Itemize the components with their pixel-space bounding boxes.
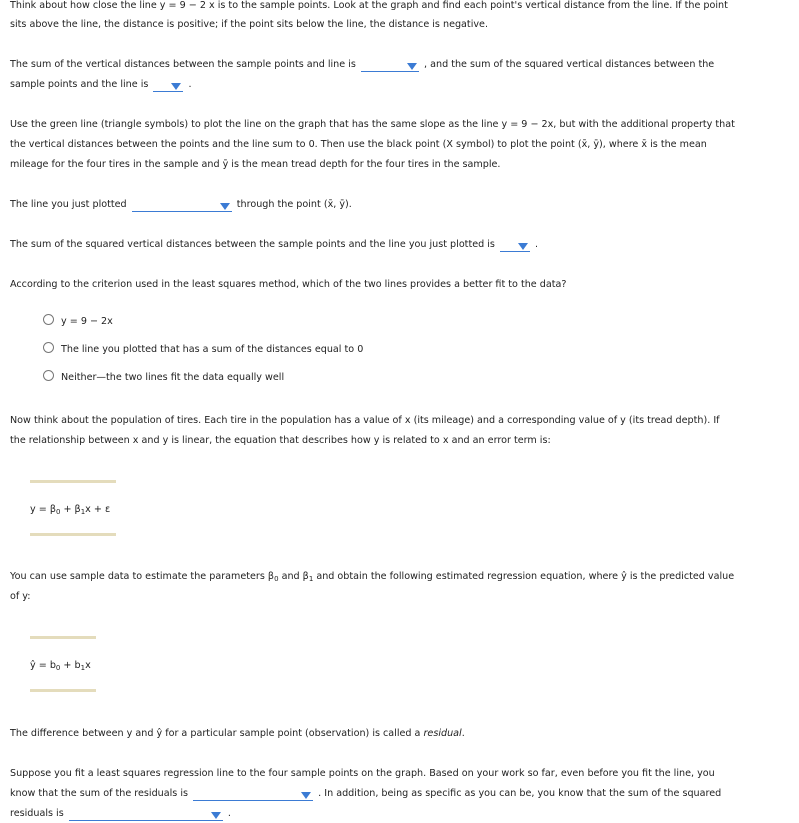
sum-residuals-dropdown[interactable]	[193, 789, 313, 801]
chevron-down-icon	[171, 83, 181, 90]
plotted-line	[10, 198, 352, 212]
sum-squared-distances-dropdown[interactable]	[153, 80, 183, 92]
final-line-2	[10, 787, 721, 801]
sq-plotted-line	[10, 238, 538, 252]
population-equation	[30, 503, 110, 519]
equation-bottom-rule	[30, 689, 96, 692]
estimate-line-2: of y:	[10, 591, 31, 602]
population-line-2: the relationship between x and y is linear, the equation that describes how y is related to x and an error term is:	[10, 435, 551, 446]
plotted-text-b: through the point (x̄, ȳ).	[236, 199, 352, 210]
eq1-part: x + ε	[85, 504, 111, 515]
equation-bottom-rule	[30, 533, 116, 536]
population-line-1: Now think about the population of tires. Each tire in the population has a value of x (its mileage) and a corresponding value of y (its tread depth). If	[10, 415, 720, 426]
plotted-text-a: The line you just plotted	[10, 199, 127, 210]
radio-button[interactable]	[43, 370, 54, 381]
plotted-passes-dropdown[interactable]	[132, 200, 232, 212]
eq1-sub: 0	[55, 508, 61, 516]
sum-distances-dropdown[interactable]	[361, 60, 419, 72]
question: According to the criterion used in the least squares method, which of the two lines provides a better fit to the data?	[10, 279, 567, 290]
option-neither[interactable]	[43, 370, 284, 385]
sums-line-2	[10, 78, 192, 92]
plot-instr-line-2: the vertical distances between the points and the line sum to 0. Then use the black point (X symbol) to plot the point (x̄, ȳ), where x̄ is the mean	[10, 139, 707, 150]
final-text: .	[227, 808, 231, 819]
chevron-down-icon	[407, 63, 417, 70]
equation-top-rule	[30, 636, 96, 639]
estimate-text: and obtain the following estimated regression equation, where ŷ is the predicted value	[313, 571, 735, 582]
intro-line-2: sits above the line, the distance is positive; if the point sits below the line, the distance is negative.	[10, 19, 488, 30]
final-text: residuals is	[10, 808, 64, 819]
estimate-sub: 0	[274, 575, 279, 583]
eq2-part: x	[85, 660, 91, 671]
eq1-part: + β	[60, 504, 81, 515]
sq-plotted-text-a: The sum of the squared vertical distances between the sample points and the line you just plotted is	[10, 239, 495, 250]
eq2-part: ŷ = b	[30, 660, 56, 671]
sum-squared-residuals-dropdown[interactable]	[69, 809, 223, 821]
sums-text-d: .	[188, 79, 192, 90]
estimated-equation	[30, 659, 91, 675]
estimate-line-1	[10, 570, 734, 586]
chevron-down-icon	[518, 243, 528, 250]
eq2-sub: 0	[55, 664, 61, 672]
eq1-part: y = β	[30, 504, 56, 515]
residual-text: .	[461, 728, 465, 739]
option-original-line[interactable]	[43, 314, 113, 329]
sums-text-a: The sum of the vertical distances between the sample points and line is	[10, 59, 356, 70]
final-line-1: Suppose you fit a least squares regression line to the four sample points on the graph. Based on your work so far, even before you fit the line, you	[10, 768, 715, 779]
plot-instr-line-3: mileage for the four tires in the sample and ȳ is the mean tread depth for the four tires in the sample.	[10, 159, 501, 170]
final-text: . In addition, being as specific as you can be, you know that the sum of the squared	[318, 788, 722, 799]
sq-plotted-text-b: .	[535, 239, 539, 250]
plot-instr-line-1: Use the green line (triangle symbols) to plot the line on the graph that has the same slope as the line y = 9 − 2x, but with the additional property that	[10, 119, 735, 130]
residual-definition	[10, 727, 465, 741]
option-label: y = 9 − 2x	[61, 316, 113, 327]
sq-plotted-dropdown[interactable]	[500, 240, 530, 252]
option-plotted-line[interactable]	[43, 342, 363, 357]
intro-line-1: Think about how close the line y = 9 − 2 x is to the sample points. Look at the graph and find each point's vertical distance from the line. If the point	[10, 0, 728, 11]
radio-button[interactable]	[43, 342, 54, 353]
eq2-sub: 1	[80, 664, 86, 672]
estimate-text: You can use sample data to estimate the parameters β	[10, 571, 275, 582]
sums-text-b: , and the sum of the squared vertical distances between the	[424, 59, 715, 70]
chevron-down-icon	[301, 792, 311, 799]
sums-text-c: sample points and the line is	[10, 79, 149, 90]
sums-line-1	[10, 58, 714, 72]
residual-term: residual	[423, 728, 462, 739]
estimate-text: and β	[278, 571, 309, 582]
chevron-down-icon	[220, 203, 230, 210]
chevron-down-icon	[211, 812, 221, 819]
estimate-sub: 1	[308, 575, 314, 583]
final-text: know that the sum of the residuals is	[10, 788, 189, 799]
equation-top-rule	[30, 480, 116, 483]
final-line-3	[10, 807, 231, 821]
option-label: Neither—the two lines fit the data equally well	[61, 372, 285, 383]
residual-text: The difference between y and ŷ for a particular sample point (observation) is called a	[10, 728, 424, 739]
option-label: The line you plotted that has a sum of the distances equal to 0	[61, 344, 364, 355]
radio-button[interactable]	[43, 314, 54, 325]
eq2-part: + b	[60, 660, 81, 671]
eq1-sub: 1	[80, 508, 86, 516]
